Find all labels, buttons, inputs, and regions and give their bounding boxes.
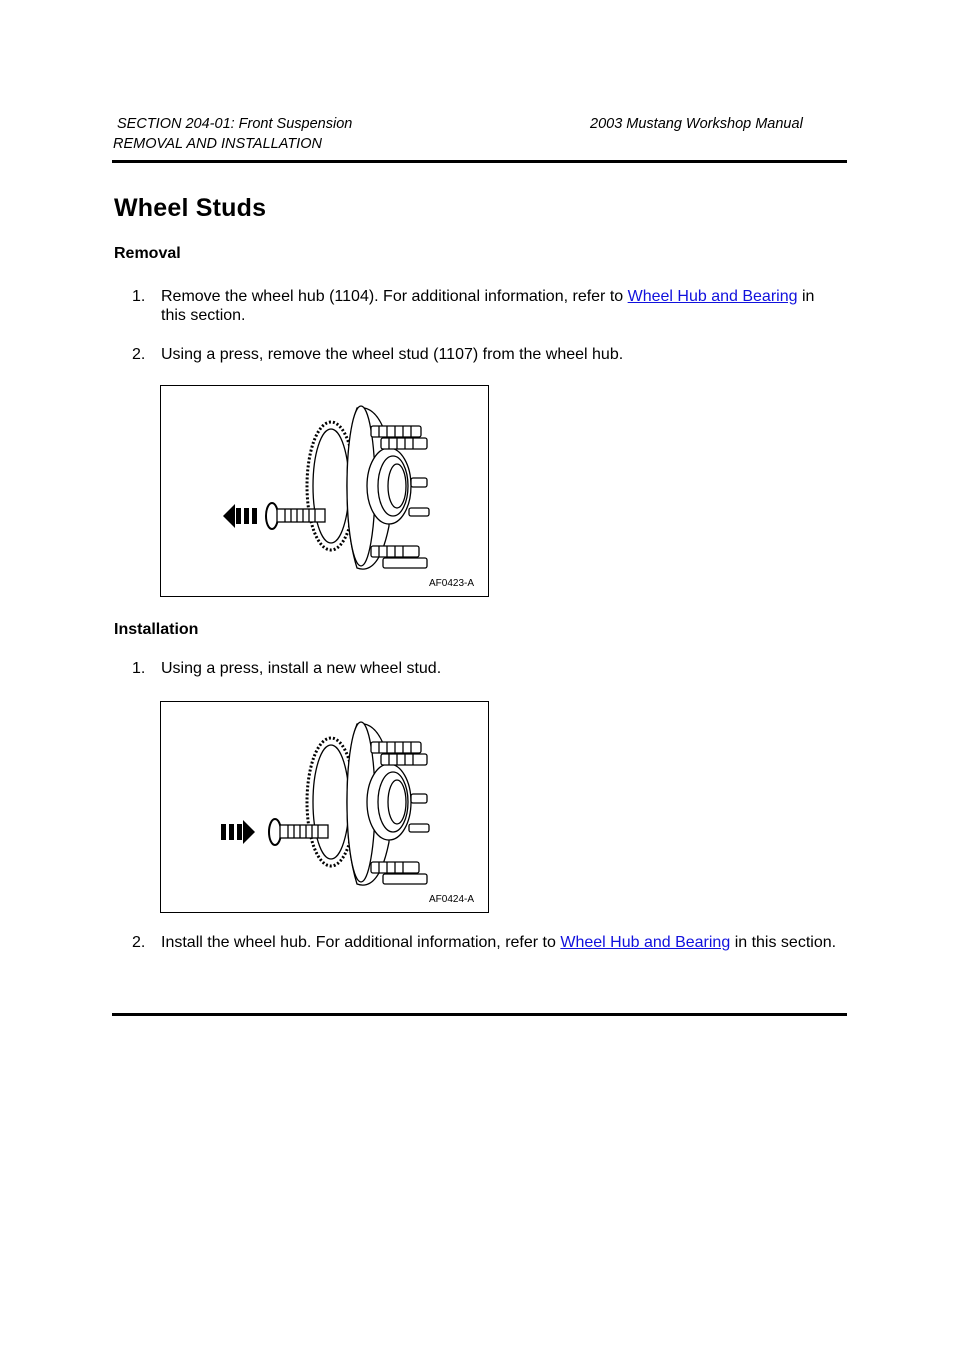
step-number: 2. (132, 346, 146, 363)
step-text: Remove the wheel hub (1104). For additional information, refer to (161, 288, 624, 305)
manual-title: 2003 Mustang Workshop Manual (590, 116, 803, 132)
arrow-right-icon (221, 820, 255, 844)
step-number: 2. (132, 934, 146, 951)
page-subtitle: REMOVAL AND INSTALLATION (113, 136, 322, 152)
figure-stud-installation (160, 701, 489, 913)
step-text-after: in this section. (734, 934, 837, 951)
installation-heading: Installation (114, 621, 199, 638)
step-text: Using a press, install a new wheel stud. (161, 660, 442, 677)
wheel-hub-bearing-link[interactable]: Wheel Hub and Bearing (627, 288, 798, 305)
removal-step-1-line2: this section. (161, 307, 246, 324)
step-text: Install the wheel hub. For additional information, refer to (161, 934, 556, 951)
wheel-hub-bearing-link[interactable]: Wheel Hub and Bearing (560, 934, 731, 951)
header-rule (112, 160, 847, 163)
step-text: Using a press, remove the wheel stud (1107) from the wheel hub. (161, 346, 624, 363)
figure-stud-removal (160, 385, 489, 597)
removal-heading: Removal (114, 245, 181, 262)
arrow-left-icon (223, 504, 257, 528)
footer-rule (112, 1013, 847, 1016)
wheel-hub-illustration (161, 386, 488, 596)
wheel-hub-illustration (161, 702, 488, 912)
step-text-after: in (801, 288, 815, 305)
figure-label: AF0423-A (429, 578, 475, 589)
figure-label: AF0424-A (429, 894, 475, 905)
step-number: 1. (132, 288, 146, 305)
section-title: SECTION 204-01: Front Suspension (117, 116, 353, 132)
page-title: Wheel Studs (114, 194, 267, 222)
step-number: 1. (132, 660, 146, 677)
